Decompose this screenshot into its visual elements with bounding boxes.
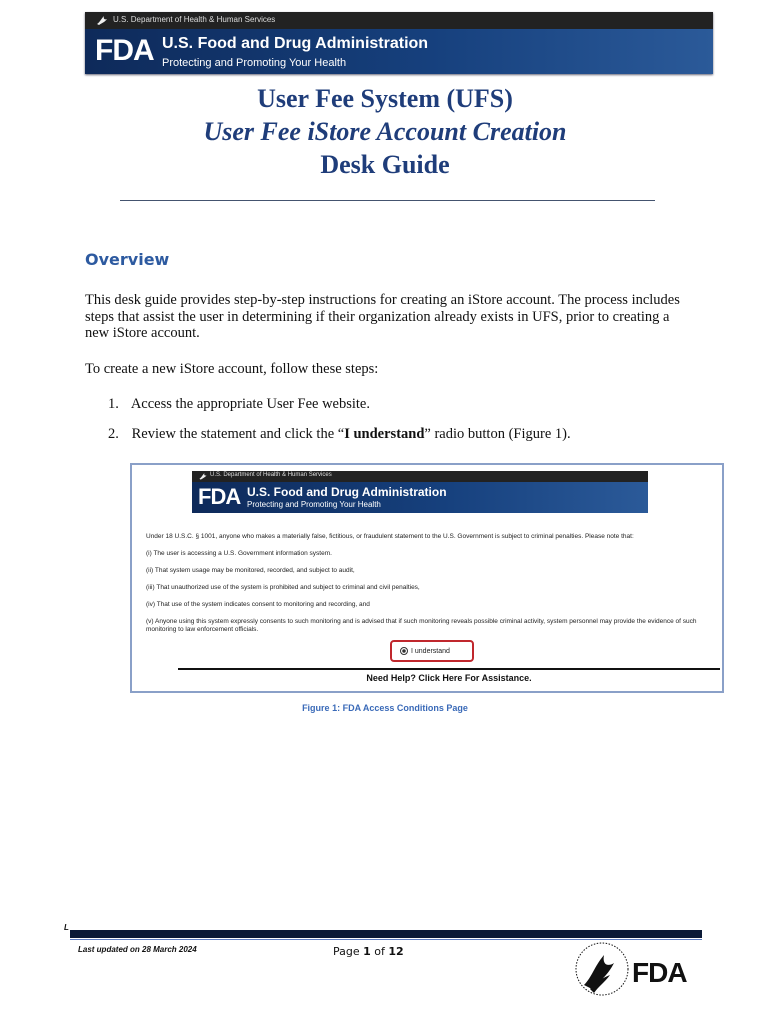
hhs-eagle-icon bbox=[198, 471, 208, 481]
footer-fda-logo: FDA bbox=[632, 957, 687, 988]
step-text: Access the appropriate User Fee website. bbox=[130, 396, 370, 412]
steps-intro: To create a new iStore account, follow these steps: bbox=[85, 361, 379, 377]
title-divider bbox=[120, 200, 655, 201]
figure-1-screenshot bbox=[130, 463, 724, 693]
doc-title-line2: User Fee iStore Account Creation bbox=[203, 117, 567, 146]
figure-hhs-bar bbox=[192, 471, 648, 482]
hhs-label: U.S. Department of Health & Human Services bbox=[113, 15, 276, 24]
fda-header-banner bbox=[85, 12, 713, 74]
step-number: 1. bbox=[108, 396, 119, 412]
figure-fda-logo: FDA bbox=[198, 484, 241, 509]
step-text-post: ” radio button (Figure 1). bbox=[424, 426, 571, 442]
doc-title-line3: Desk Guide bbox=[320, 150, 450, 179]
hhs-bar bbox=[85, 12, 713, 29]
figure-agency-tagline: Protecting and Promoting Your Health bbox=[247, 500, 381, 509]
warning-line-1: Under 18 U.S.C. § 1001, anyone who makes a materially false, fictitious, or fraudulent statement to the U.S. Government is subject to criminal penalties. Please note that: bbox=[146, 533, 634, 540]
warning-line-4: (iii) That unauthorized use of the system is prohibited and subject to criminal and civil penalties, bbox=[146, 584, 420, 591]
figure-caption: Figure 1: FDA Access Conditions Page bbox=[302, 703, 468, 713]
overview-paragraph: This desk guide provides step-by-step instructions for creating an iStore account. The process includes steps that assist the user in determining if their organization already exists in UFS, prior to creating a new iStore account. bbox=[85, 292, 680, 341]
step-text-bold: I understand bbox=[344, 426, 425, 442]
step-1 bbox=[108, 396, 370, 413]
figure-fda-banner bbox=[192, 471, 648, 513]
figure-hhs-label: U.S. Department of Health & Human Services bbox=[210, 472, 332, 478]
need-help-link[interactable]: Need Help? Click Here For Assistance. bbox=[178, 668, 720, 683]
warning-line-3: (ii) That system usage may be monitored, recorded, and subject to audit, bbox=[146, 567, 355, 574]
warning-line-5: (iv) That use of the system indicates consent to monitoring and recording, and bbox=[146, 601, 370, 608]
warning-line-2: (i) The user is accessing a U.S. Government information system. bbox=[146, 550, 332, 557]
footer-marker: L bbox=[64, 923, 69, 932]
radio-dot-icon bbox=[400, 647, 408, 655]
agency-tagline: Protecting and Promoting Your Health bbox=[162, 57, 347, 69]
agency-name: U.S. Food and Drug Administration bbox=[162, 35, 429, 52]
radio-label: I understand bbox=[411, 647, 450, 655]
figure-agency-name: U.S. Food and Drug Administration bbox=[247, 485, 447, 499]
hhs-eagle-icon bbox=[95, 13, 109, 27]
step-number: 2. bbox=[108, 426, 119, 442]
i-understand-radio[interactable] bbox=[390, 640, 474, 662]
last-updated: Last updated on 28 March 2024 bbox=[78, 945, 197, 954]
fda-logo: FDA bbox=[95, 34, 154, 67]
step-text-pre: Review the statement and click the “ bbox=[131, 426, 345, 442]
doc-title-line1: User Fee System (UFS) bbox=[257, 84, 513, 113]
warning-line-6: (v) Anyone using this system expressly consents to such monitoring and is advised that if such monitoring reveals possible criminal activity, system personnel may provide the evidence of such monitoring to law enforcement officials. bbox=[146, 618, 697, 633]
overview-heading: Overview bbox=[85, 250, 170, 269]
step-2 bbox=[108, 426, 571, 443]
page-number: Page 1 of 12 bbox=[333, 945, 404, 958]
